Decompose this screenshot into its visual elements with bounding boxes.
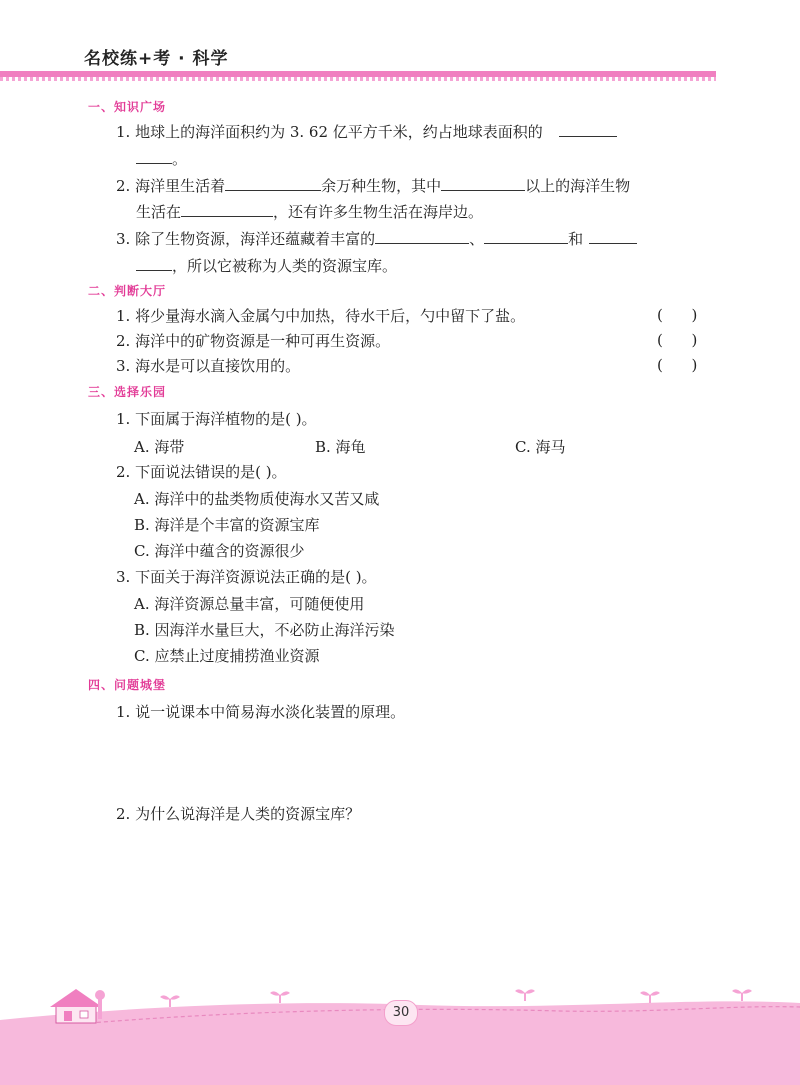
answer-blank[interactable]	[136, 255, 172, 271]
question-text: 1. 地球上的海洋面积约为 3. 62 亿平方千米，约占地球表面积的	[116, 123, 543, 141]
judge-answer-3[interactable]: ( )	[657, 356, 698, 374]
question-text: 生活在	[136, 203, 182, 221]
answer-blank[interactable]	[375, 228, 469, 244]
section-title-questions: 四、问题城堡	[88, 678, 167, 692]
section-title-judge: 二、判断大厅	[88, 284, 167, 298]
fill-question-1	[116, 121, 617, 142]
choice-option-a[interactable]: A. 海洋资源总量丰富，可随便使用	[134, 595, 365, 613]
answer-area-1[interactable]	[116, 728, 716, 798]
choice-option-c[interactable]: C. 应禁止过度捕捞渔业资源	[134, 647, 320, 665]
question-text: 、	[469, 230, 485, 248]
question-text: 余万种生物，其中	[321, 177, 442, 195]
question-text: 以上的海洋生物	[525, 177, 631, 195]
question-text: ，还有许多生物生活在海岸边。	[273, 203, 484, 221]
judge-answer-2[interactable]: ( )	[657, 331, 698, 349]
short-answer-question-2: 2. 为什么说海洋是人类的资源宝库？	[116, 805, 361, 823]
answer-blank[interactable]	[559, 121, 617, 137]
answer-blank[interactable]	[589, 228, 637, 244]
choice-option-a[interactable]: A. 海带	[134, 438, 185, 456]
question-text: ，所以它被称为人类的资源宝库。	[172, 257, 398, 275]
choice-option-a[interactable]: A. 海洋中的盐类物质使海水又苦又咸	[134, 490, 380, 508]
choice-option-c[interactable]: C. 海马	[515, 438, 566, 456]
answer-blank[interactable]	[136, 148, 172, 164]
choice-option-b[interactable]: B. 因海洋水量巨大，不必防止海洋污染	[134, 621, 395, 639]
judge-item-2: 2. 海洋中的矿物资源是一种可再生资源。	[116, 332, 391, 350]
answer-blank[interactable]	[225, 175, 321, 191]
section-title-choice: 三、选择乐园	[88, 385, 167, 399]
choice-option-b[interactable]: B. 海洋是个丰富的资源宝库	[134, 516, 320, 534]
short-answer-question-1: 1. 说一说课本中简易海水淡化装置的原理。	[116, 703, 406, 721]
page-number: 30	[384, 1000, 418, 1026]
judge-item-1: 1. 将少量海水滴入金属勺中加热，待水干后，勺中留下了盐。	[116, 307, 526, 325]
choice-option-b[interactable]: B. 海龟	[315, 438, 366, 456]
section-title-knowledge: 一、知识广场	[88, 100, 167, 114]
answer-blank[interactable]	[441, 175, 525, 191]
question-text: 3. 除了生物资源，海洋还蕴藏着丰富的	[116, 230, 376, 248]
choice-question-1: 1. 下面属于海洋植物的是( )。	[116, 410, 317, 428]
answer-area-2[interactable]	[116, 830, 716, 970]
choice-option-c[interactable]: C. 海洋中蕴含的资源很少	[134, 542, 305, 560]
choice-question-2: 2. 下面说法错误的是( )。	[116, 463, 287, 481]
fill-question-2	[116, 175, 630, 196]
judge-item-3: 3. 海水是可以直接饮用的。	[116, 357, 301, 375]
question-text: 2. 海洋里生活着	[116, 177, 226, 195]
fill-question-3	[116, 228, 637, 249]
question-text: 。	[172, 150, 188, 168]
judge-answer-1[interactable]: ( )	[657, 306, 698, 324]
fill-question-1-cont	[136, 148, 187, 169]
answer-blank[interactable]	[484, 228, 568, 244]
fill-question-3-cont	[136, 255, 397, 276]
fill-question-2-cont	[136, 201, 483, 222]
choice-question-3: 3. 下面关于海洋资源说法正确的是( )。	[116, 568, 377, 586]
answer-blank[interactable]	[181, 201, 273, 217]
book-title: 名校练+考 · 科学	[84, 49, 229, 69]
question-text: 和	[568, 230, 584, 248]
